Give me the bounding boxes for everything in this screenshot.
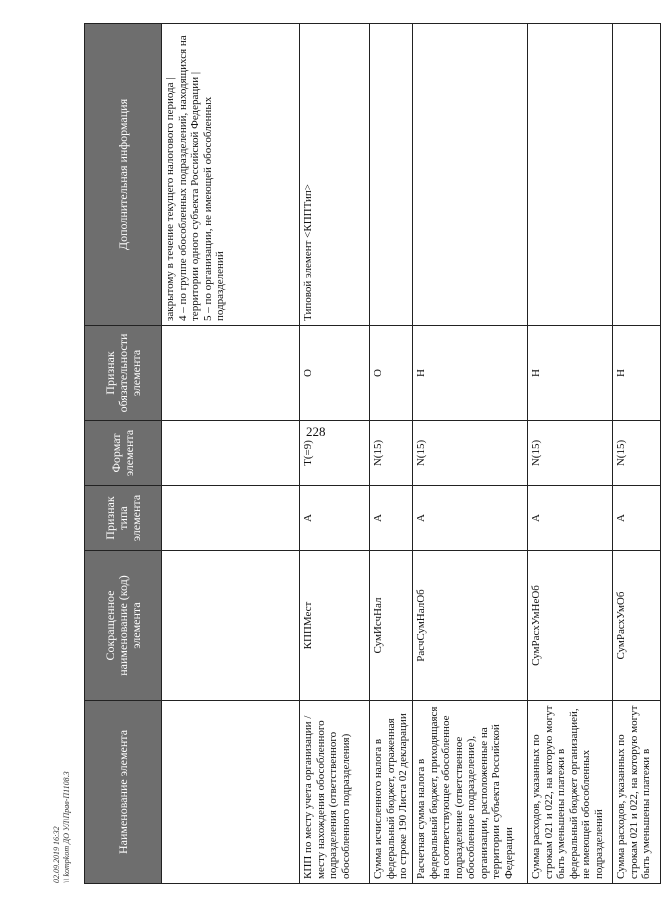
cell-type — [162, 486, 300, 551]
cell-name: Расчетная сумма налога в федеральный бюджет, приходящаяся на соответствующее обособленное подразделение (ответственное обособленное подразделение), организации, расположенные на территории субъекта Российской Федерации — [413, 701, 528, 884]
cell-format: N(15) — [370, 421, 413, 486]
stamp-datetime: 02.09.2019 16:32 — [52, 826, 61, 883]
cell-name: Сумма расходов, указанных по строкам 021 и 022, на которую могут быть уменьшены платежи в федеральный бюджет организацией, не имеющей обособленных подразделений — [528, 701, 613, 884]
cell-required: Н — [613, 326, 661, 421]
cell-type: А — [613, 486, 661, 551]
header-info: Дополнительная информация — [85, 24, 162, 326]
cell-required: Н — [528, 326, 613, 421]
cell-info — [413, 24, 528, 326]
table-row — [528, 24, 613, 884]
cell-info — [613, 24, 661, 326]
cell-format: T(=9) — [300, 421, 370, 486]
cell-format — [162, 421, 300, 486]
cell-code: РасчСумНалОб — [413, 551, 528, 701]
cell-type: А — [370, 486, 413, 551]
cell-info — [528, 24, 613, 326]
cell-code: СумРасхУмОб — [613, 551, 661, 701]
cell-name: Сумма расходов, указанных по строкам 021 и 022, на которую могут быть уменьшены платежи в — [613, 701, 661, 884]
cell-format: N(15) — [613, 421, 661, 486]
print-stamp — [52, 771, 72, 883]
cell-required: О — [370, 326, 413, 421]
cell-format: N(15) — [413, 421, 528, 486]
cell-info — [370, 24, 413, 326]
header-code: Сокращенное наименование (код) элемента — [85, 551, 162, 701]
cell-info: закрытому в течение текущего налогового периода | 4 – по группе обособленных подразделений, находящихся на территории одного субъекта Российской Федерации | 5 – по организации, не имеющей обособленных подразделений — [162, 24, 300, 326]
table-row — [162, 24, 300, 884]
header-format: Формат элемента — [85, 421, 162, 486]
cell-required: Н — [413, 326, 528, 421]
header-required: Признак обязательности элемента — [85, 326, 162, 421]
table-row — [300, 24, 370, 884]
header-row — [85, 24, 162, 884]
cell-required — [162, 326, 300, 421]
table-row — [370, 24, 413, 884]
cell-code: СумРасхУмНеОб — [528, 551, 613, 701]
elements-table — [84, 23, 661, 884]
cell-format: N(15) — [528, 421, 613, 486]
table-row — [413, 24, 528, 884]
cell-name — [162, 701, 300, 884]
cell-required: О — [300, 326, 370, 421]
cell-code: КППМест — [300, 551, 370, 701]
cell-type: А — [300, 486, 370, 551]
page-number: 228 — [306, 424, 326, 439]
stamp-path: \\ kompkom ДО УЛ\Прав-П1108.3 — [62, 771, 71, 883]
cell-code — [162, 551, 300, 701]
header-name: Наименование элемента — [85, 701, 162, 884]
cell-type: А — [413, 486, 528, 551]
header-type: Признак типа элемента — [85, 486, 162, 551]
cell-name: Сумма исчисленного налога в федеральный бюджет, отраженная по строке 190 Листа 02 декларации — [370, 701, 413, 884]
cell-code: СумИсчНал — [370, 551, 413, 701]
cell-info: Типовой элемент <КППТип> — [300, 24, 370, 326]
cell-type: А — [528, 486, 613, 551]
table-row — [613, 24, 661, 884]
cell-name: КПП по месту учета организации / месту нахождения обособленного подразделения (ответственного обособленного подразделения) — [300, 701, 370, 884]
